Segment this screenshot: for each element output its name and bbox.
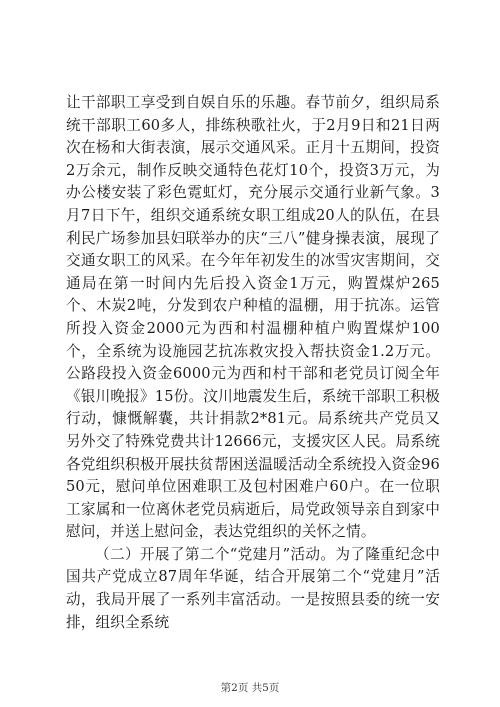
page-number-footer: 第2页 共5页 [220, 682, 280, 694]
document-body [66, 92, 440, 634]
paragraph-party-month: （二）开展了第二个“党建月”活动。为了隆重纪念中国共产党成立87周年华诞，结合开展第二个“党建月”活动，我局开展了一系列丰富活动。一是按照县委的统一安排，组织全系统 [66, 545, 440, 631]
paragraph-continuation: 让干部职工享受到自娱自乐的乐趣。春节前夕，组织局系统干部职工60多人，排练秧歌社火，于2月9日和21日两次在杨和大街表演，展示交通风采。正月十五期间，投资2万余元，制作反映交通特色花灯10个，投资3万元，为办公楼安装了彩色霓虹灯，充分展示交通行业新气象。3月7日下午，组织交通系统女职工组成20人的队伍，在县利民广场参加县妇联举办的庆“三八”健身操表演，展现了交通女职工的风采。在今年年初发生的冰雪灾害期间，交通局在第一时间内先后投入资金1万元，购置煤炉265个、木炭2吨，分发到农户种植的温棚，用于抗冻。运管所投入资金2000元为西和村温棚种植户购置煤炉100个，全系统为设施园艺抗冻救灾投入帮扶资金1.2万元。公路段投入资金6000元为西和村干部和老党员订阅全年《银川晚报》15份。汶川地震发生后，系统干部职工积极行动，慷慨解囊，共计捐款2*81元。局系统共产党员又另外交了特殊党费共计12666元，支援灾区人民。局系统各党组织积极开展扶贫帮困送温暖活动全系统投入资金9650元，慰问单位困难职工及包村困难户60户。在一位职工家属和一位离休老党员病逝后，局党政领导亲自到家中慰问，并送上慰问金，表达党组织的关怀之情。 [66, 94, 440, 541]
